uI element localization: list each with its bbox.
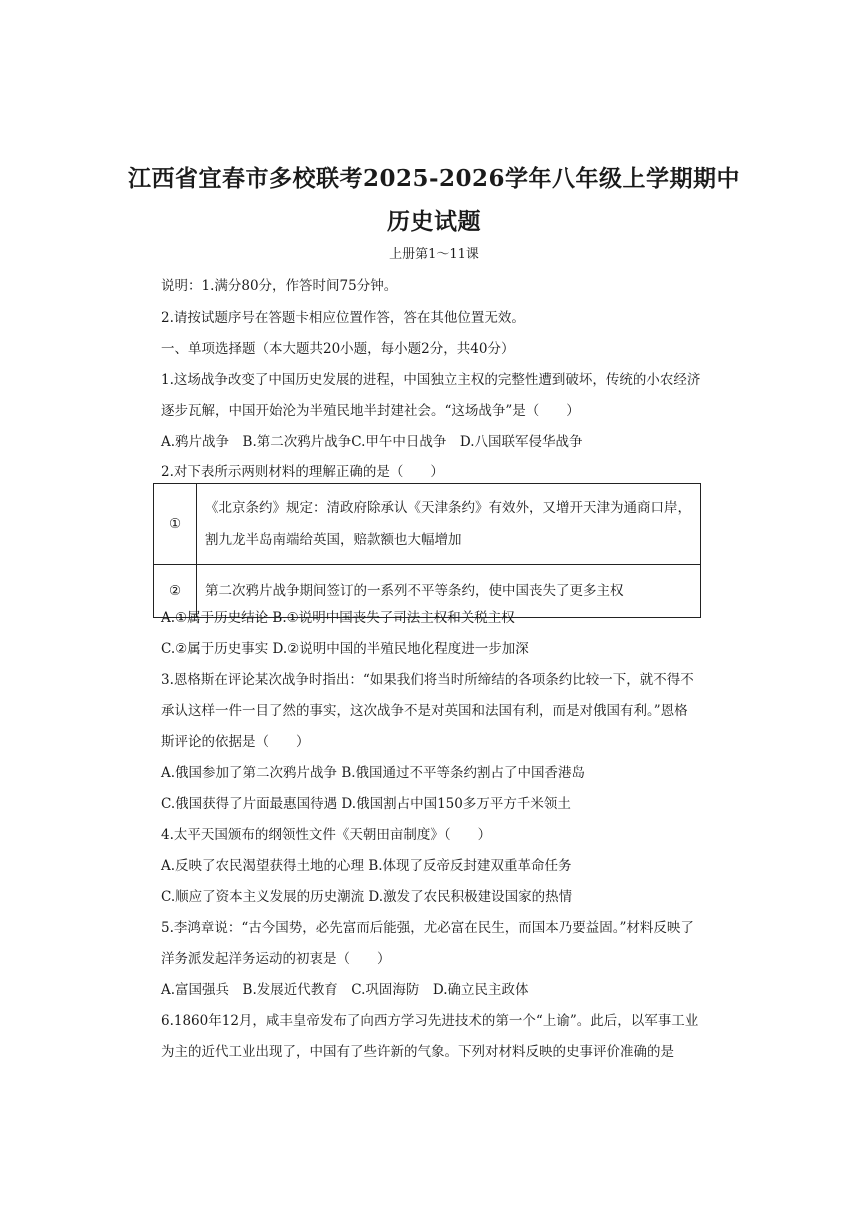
q6-stem-line2: 为主的近代工业出现了，中国有了些许新的气象。下列对材料反映的史事评价准确的是 xyxy=(161,1044,674,1060)
exam-subject-title: 历史试题 xyxy=(387,208,481,235)
q1-stem-line2: 逐步瓦解，中国开始沦为半殖民地半封建社会。“这场战争”是（ ） xyxy=(161,403,580,419)
q2-options-line2: C.②属于历史事实 D.②说明中国的半殖民地化程度进一步加深 xyxy=(161,641,529,657)
table-row-text-line: 第二次鸦片战争期间签订的一系列不平等条约，使中国丧失了更多主权 xyxy=(205,583,624,599)
table-row-number: ② xyxy=(154,565,197,618)
q3-options-line1: A.俄国参加了第二次鸦片战争 B.俄国通过不平等条约割占了中国香港岛 xyxy=(161,765,586,781)
section-heading: 一、单项选择题（本大题共20小题，每小题2分，共40分） xyxy=(161,341,515,357)
q5-stem-line2: 洋务派发起洋务运动的初衷是（ ） xyxy=(161,951,391,967)
table-row-number: ① xyxy=(154,484,197,565)
exam-scope: 上册第1～11课 xyxy=(389,247,479,262)
q5-options: A.富国强兵 B.发展近代教育 C.巩固海防 D.确立民主政体 xyxy=(161,982,529,998)
instruction-2: 2.请按试题序号在答题卡相应位置作答，答在其他位置无效。 xyxy=(161,310,525,326)
q4-options-line1: A.反映了农民渴望获得土地的心理 B.体现了反帝反封建双重革命任务 xyxy=(161,858,572,874)
table-row xyxy=(154,484,701,565)
q3-options-line2: C.俄国获得了片面最惠国待遇 D.俄国割占中国150多万平方千米领土 xyxy=(161,796,571,812)
q5-stem-line1: 5.李鸿章说：“古今国势，必先富而后能强，尤必富在民生，而国本乃要益固。”材料反映了 xyxy=(161,920,694,936)
q6-stem-line1: 6.1860年12月，咸丰皇帝发布了向西方学习先进技术的第一个“上谕”。此后，以军事工业 xyxy=(161,1013,699,1029)
q2-material-table xyxy=(153,483,701,618)
q3-stem-line3: 斯评论的依据是（ ） xyxy=(161,734,310,750)
q4-stem: 4.太平天国颁布的纲领性文件《天朝田亩制度》（ ） xyxy=(161,827,492,843)
q4-options-line2: C.顺应了资本主义发展的历史潮流 D.激发了农民积极建设国家的热情 xyxy=(161,889,573,905)
q3-stem-line1: 3.恩格斯在评论某次战争时指出：“如果我们将当时所缔结的各项条约比较一下，就不得不 xyxy=(161,672,694,688)
instruction-1: 说明：1.满分80分，作答时间75分钟。 xyxy=(161,278,398,294)
table-row-text-line: 《北京条约》规定：清政府除承认《天津条约》有效外，又增开天津为通商口岸， xyxy=(205,500,691,516)
table-row-text xyxy=(197,484,701,565)
q2-options-line1: A.①属于历史结论 B.①说明中国丧失了司法主权和关税主权 xyxy=(161,610,515,626)
q1-stem-line1: 1.这场战争改变了中国历史发展的进程，中国独立主权的完整性遭到破坏，传统的小农经济 xyxy=(161,372,701,388)
q2-stem: 2.对下表所示两则材料的理解正确的是（ ） xyxy=(161,464,444,480)
table-row-text-line: 割九龙半岛南端给英国，赔款额也大幅增加 xyxy=(205,532,462,548)
exam-title: 江西省宜春市多校联考2025-2026学年八年级上学期期中 xyxy=(127,165,741,192)
q3-stem-line2: 承认这样一件一目了然的事实，这次战争不是对英国和法国有利，而是对俄国有利。”恩格 xyxy=(161,703,688,719)
q1-options: A.鸦片战争 B.第二次鸦片战争C.甲午中日战争 D.八国联军侵华战争 xyxy=(161,434,583,450)
